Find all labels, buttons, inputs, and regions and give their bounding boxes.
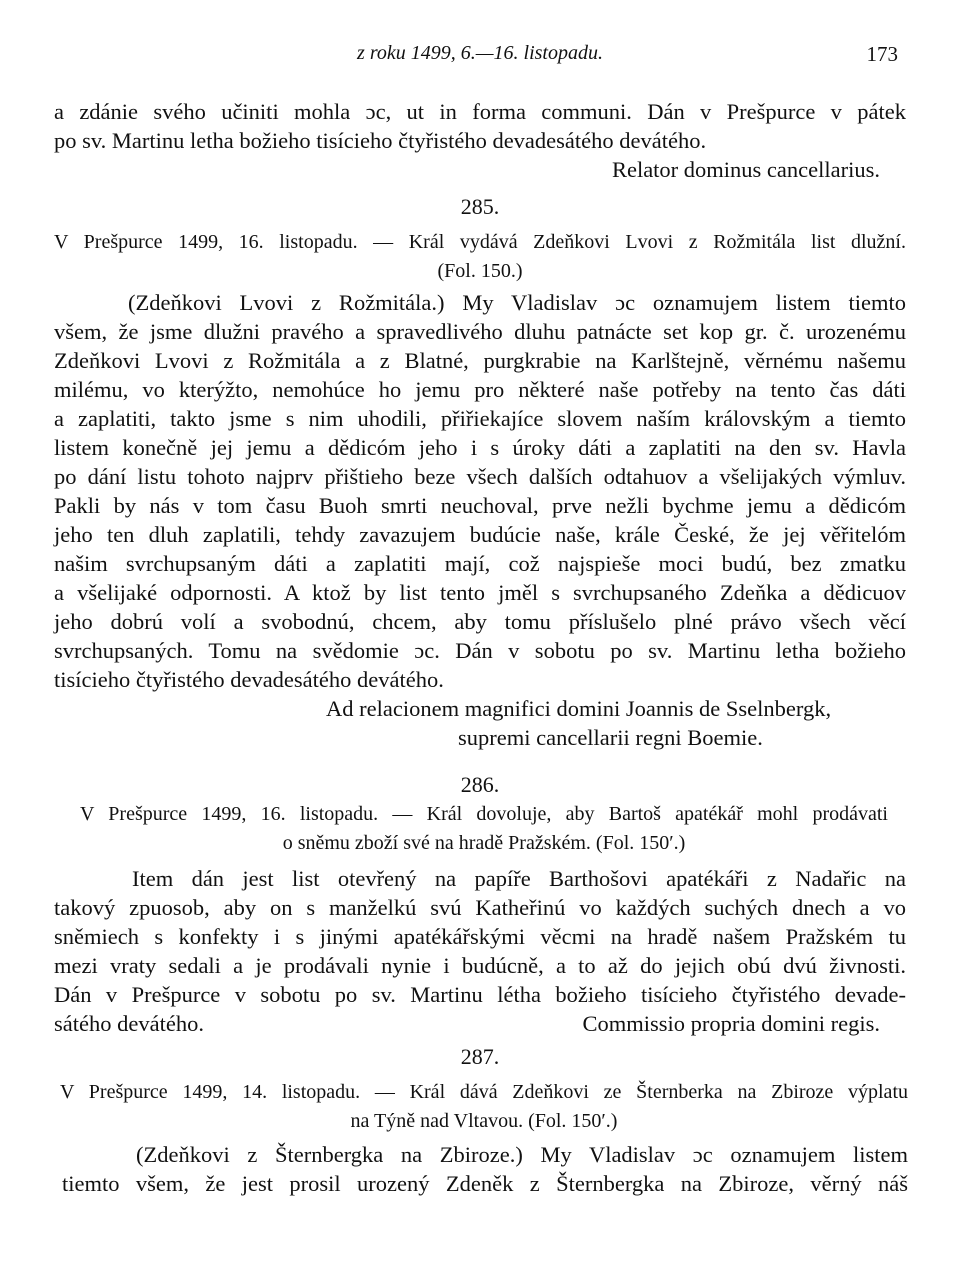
text-line: Dán v Prešpurce v sobotu po sv. Martinu létha božieho tisícieho čtyřistého devade- [54, 982, 906, 1007]
summary-line: V Prešpurce 1499, 16. listopadu. — Král dovoluje, aby Bartoš apatékář mohl prodávati [80, 803, 888, 825]
doc-285-body [54, 288, 906, 752]
relation-line: supremi cancellarii regni Boemie. [458, 725, 763, 750]
text-line: po sv. Martinu letha božieho tisícieho čtyřistého devadesátého devátého. [54, 128, 707, 153]
text-line: (Zdeňkovi Lvovi z Rožmitála.) My Vladislav ɔc oznamujem listem tiemto [128, 290, 906, 315]
relator-line: Relator dominus cancellarius. [611, 157, 880, 182]
summary-line: o sněmu zboží své na hradě Pražském. (Fol. 150′.) [282, 832, 686, 854]
text-line: tiemto všem, že jest prosil urozený Zdeněk z Šternbergka na Zbiroze, věrný náš [62, 1171, 908, 1196]
doc-287-number [54, 1042, 906, 1071]
text-line: Item dán jest list otevřený na papíře Barthošovi apatékáři z Nadařic na [132, 866, 906, 891]
document-number: 286. [460, 772, 500, 797]
doc-287-body [62, 1140, 908, 1198]
document-number: 285. [460, 194, 500, 219]
text-line: mezi vraty sedali a je prodávali nynie i budúcně, a to až do jejich obú dvú živnosti. [54, 953, 906, 978]
text-line: našim svrchupsaným dáti a zaplatiti mají, což najspieše moci budú, bez zmatku [54, 551, 906, 576]
doc-285-number [54, 192, 906, 221]
summary-line: (Fol. 150.) [437, 260, 523, 282]
text-line: svrchupsaných. Tomu na svědomie ɔc. Dán v sobotu po sv. Martinu letha božieho [54, 638, 906, 663]
text-line: (Zdeňkovi z Šternbergka na Zbiroze.) My Vladislav ɔc oznamujem listem [136, 1142, 908, 1167]
doc-285-summary [54, 228, 906, 286]
doc-286-summary [80, 800, 888, 858]
doc-286-number [54, 770, 906, 799]
text-line: sněmiech s konfekty i s jinými apatékářskými věcmi na hradě našem Pražském tu [54, 924, 906, 949]
text-line: listem konečně jej jemu a dědicóm jeho i s úroky dáti a zaplatiti na den sv. Havla [54, 435, 906, 460]
text-line: všem, že jsme dlužni pravého a spravedlivého dluhu patnácte set kop gr. č. urozenému [54, 319, 906, 344]
summary-line: na Týně nad Vltavou. (Fol. 150′.) [350, 1110, 618, 1132]
text-line: sátého devátého. [54, 1011, 204, 1036]
intro-paragraph [54, 97, 906, 184]
relation-line: Ad relacionem magnifici domini Joannis de Sselnbergk, [326, 696, 832, 721]
text-line: milému, vo kterýžto, nemohúce ho jemu pro některé naše potřeby na tento čas dáti [54, 377, 906, 402]
page-number: 173 [866, 42, 898, 66]
summary-line: V Prešpurce 1499, 16. listopadu. — Král vydává Zdeňkovi Lvovi z Rožmitála list dlužní. [54, 231, 906, 253]
doc-286-body [54, 864, 906, 1038]
page-header [0, 40, 960, 70]
text-line: a zdánie svého učiniti mohla ɔc, ut in forma communi. Dán v Prešpurce v pátek [54, 99, 906, 124]
text-line: a zaplatiti, takto jsme s nim uhodili, přiřiekajíce slovem naším královským a tiemto [54, 406, 906, 431]
summary-line: V Prešpurce 1499, 14. listopadu. — Král dává Zdeňkovi ze Šternberka na Zbiroze výplatu [60, 1081, 908, 1103]
running-title: z roku 1499, 6.—16. listopadu. [357, 42, 603, 64]
doc-287-summary [60, 1078, 908, 1136]
commissio-note: Commissio propria domini regis. [582, 1011, 880, 1036]
document-number: 287. [460, 1044, 500, 1069]
text-line: a všelijaké odpornosti. A ktož by list tento jměl s svrchupsaného Zdeňka a dědicuov [54, 580, 906, 605]
text-line: Zdeňkovi Lvovi z Rožmitála a z Blatné, purgkrabie na Karlštejně, věrnému našemu [54, 348, 906, 373]
text-line: tisícieho čtyřistého devadesátého devátého. [54, 667, 444, 692]
text-line: Pakli by nás v tom času Buoh smrti neuchoval, prve nežli bychme jemu a dědicóm [54, 493, 906, 518]
final-line-row [54, 1009, 906, 1038]
text-line: jeho ten dluh zaplatili, tehdy zavazujem budúcie naše, krále České, že jej věřitelóm [54, 522, 906, 547]
text-line: takový zpuosob, aby on s manželkú svú Katheřinú vo každých suchých dnech a vo [54, 895, 906, 920]
text-line: po dání listu tohoto najprv přištieho beze všech dalších odtahuov a všelijakých výmluv. [54, 464, 906, 489]
text-line: jeho dobrú volí a svobodnú, chcem, aby tomu příslušelo plné právo všech věcí [54, 609, 906, 634]
